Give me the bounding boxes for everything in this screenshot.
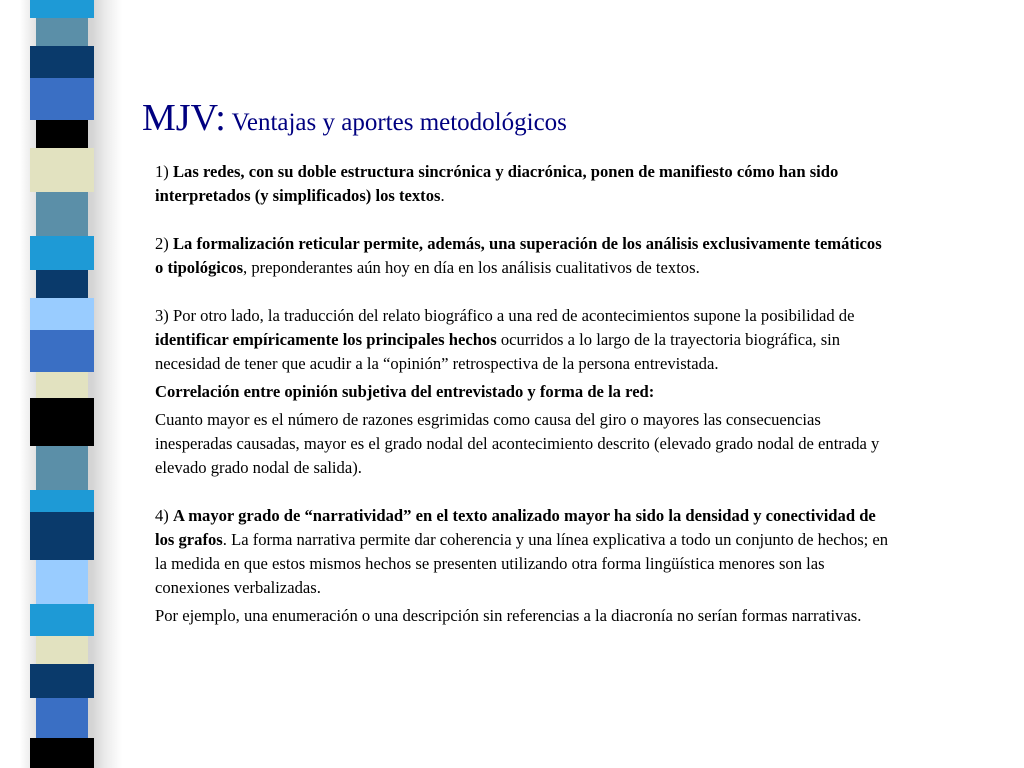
point-1-number: 1) xyxy=(155,162,173,181)
decorative-left-strip xyxy=(30,0,94,768)
point-4 xyxy=(155,504,890,600)
point-1-rest: . xyxy=(440,186,445,205)
strip-block xyxy=(36,698,88,738)
title-main: MJV: xyxy=(142,97,226,139)
point-2-rest: , preponderantes aún hoy en día en los análisis cualitativos de textos. xyxy=(243,258,700,277)
strip-block xyxy=(30,236,94,270)
title-sub: Ventajas y aportes metodológicos xyxy=(225,109,567,136)
point-3-bold: identificar empíricamente los principales hechos xyxy=(155,330,497,349)
point-2-bold: La formalización reticular permite, además, una superación de los análisis exclusivamente temáticos o tipológicos xyxy=(155,234,882,277)
strip-block xyxy=(30,148,94,192)
strip-block xyxy=(30,330,94,372)
point-3-heading-text: Correlación entre opinión subjetiva del entrevistado y forma de la red: xyxy=(155,382,655,401)
point-3-body: Cuanto mayor es el número de razones esgrimidas como causa del giro o mayores las consecuencias inesperadas causadas, mayor es el grado nodal del acontecimiento descrito (elevado grado nodal de entrada y elevado grado nodal de salida). xyxy=(155,410,880,477)
strip-block xyxy=(36,636,88,664)
strip-block xyxy=(30,512,94,560)
strip-block xyxy=(36,120,88,148)
strip-block xyxy=(36,372,88,398)
slide-content xyxy=(155,160,890,628)
slide-title xyxy=(142,96,567,140)
point-4-example: Por ejemplo, una enumeración o una descripción sin referencias a la diacronía no serían formas narrativas. xyxy=(155,606,862,625)
point-3-lead: 3) Por otro lado, la traducción del relato biográfico a una red de acontecimientos supone la posibilidad de xyxy=(155,306,855,325)
strip-block xyxy=(30,0,94,18)
strip-block xyxy=(36,446,88,490)
point-4-number: 4) xyxy=(155,506,173,525)
strip-block xyxy=(36,192,88,236)
strip-block xyxy=(30,46,94,78)
point-3-heading xyxy=(155,380,890,404)
point-3 xyxy=(155,304,890,376)
point-4-bold: A mayor grado de “narratividad” en el texto analizado mayor ha sido la densidad y conectividad de los grafos xyxy=(155,506,876,549)
strip-block xyxy=(36,270,88,298)
strip-block xyxy=(30,398,94,446)
point-1 xyxy=(155,160,890,208)
point-3-rest: ocurridos a lo largo de la trayectoria biográfica, sin necesidad de tener que acudir a la “opinión” retrospectiva de la persona entrevistada. xyxy=(155,330,841,373)
strip-block xyxy=(30,738,94,768)
strip-block xyxy=(30,664,94,698)
strip-block xyxy=(36,18,88,46)
strip-block xyxy=(30,78,94,120)
point-1-bold: Las redes, con su doble estructura sincrónica y diacrónica, ponen de manifiesto cómo han sido interpretados (y simplificados) los textos xyxy=(155,162,839,205)
point-2 xyxy=(155,232,890,280)
strip-block xyxy=(36,560,88,604)
strip-block xyxy=(30,604,94,636)
point-2-number: 2) xyxy=(155,234,173,253)
strip-block xyxy=(30,298,94,330)
strip-block xyxy=(30,490,94,512)
point-4-rest: . La forma narrativa permite dar coherencia y una línea explicativa a todo un conjunto de hechos; en la medida en que estos mismos hechos se presenten utilizando otra forma lingüística menores son las conexiones verbalizadas. xyxy=(155,530,889,597)
